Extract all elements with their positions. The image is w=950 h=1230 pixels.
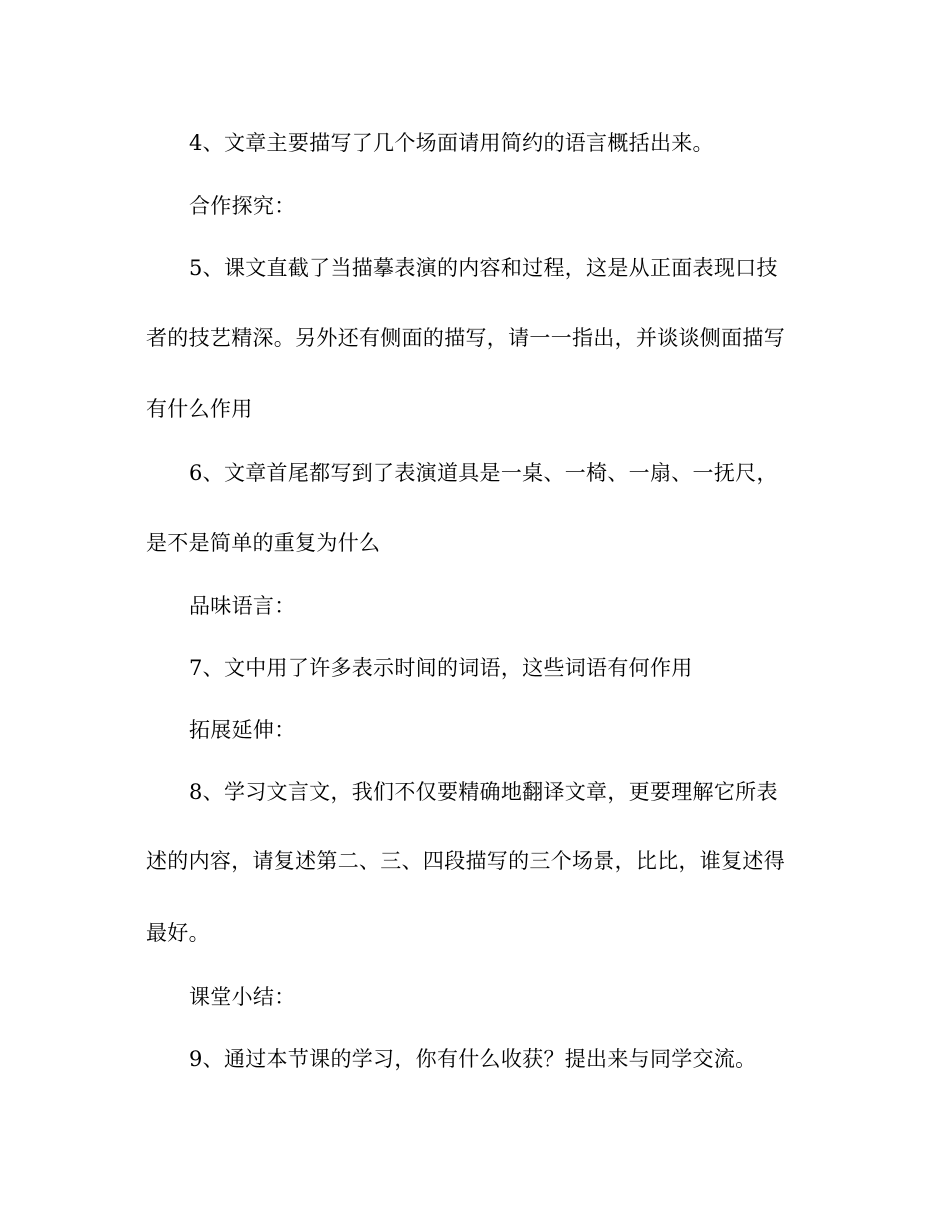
question-8-line-2: 述的内容，请复述第二、三、四段描写的三个场景，比比，谁复述得 <box>146 849 785 873</box>
question-8-line-1: 8、学习文言文，我们不仅要精确地翻译文章，更要理解它所表 <box>189 780 778 804</box>
question-7: 7、文中用了许多表示时间的词语，这些词语有何作用 <box>189 656 693 680</box>
question-6-line-2: 是不是简单的重复为什么 <box>146 531 381 555</box>
question-5-line-2: 者的技艺精深。另外还有侧面的描写，请一一指出，并谈谈侧面描写 <box>146 326 785 350</box>
question-5-line-1: 5、课文直截了当描摹表演的内容和过程，这是从正面表现口技 <box>189 256 778 280</box>
question-6-line-1: 6、文章首尾都写到了表演道具是一桌、一椅、一扇、一抚尺， <box>189 461 778 485</box>
question-5-line-3: 有什么作用 <box>146 397 253 421</box>
question-9: 9、通过本节课的学习，你有什么收获？提出来与同学交流。 <box>189 1047 757 1071</box>
heading-class-summary: 课堂小结： <box>189 985 296 1009</box>
question-8-line-3: 最好。 <box>146 921 210 945</box>
heading-extension: 拓展延伸： <box>189 718 296 742</box>
heading-appreciate-language: 品味语言： <box>189 594 296 618</box>
question-4: 4、文章主要描写了几个场面请用简约的语言概括出来。 <box>189 131 714 155</box>
heading-cooperative-inquiry: 合作探究： <box>189 194 296 218</box>
